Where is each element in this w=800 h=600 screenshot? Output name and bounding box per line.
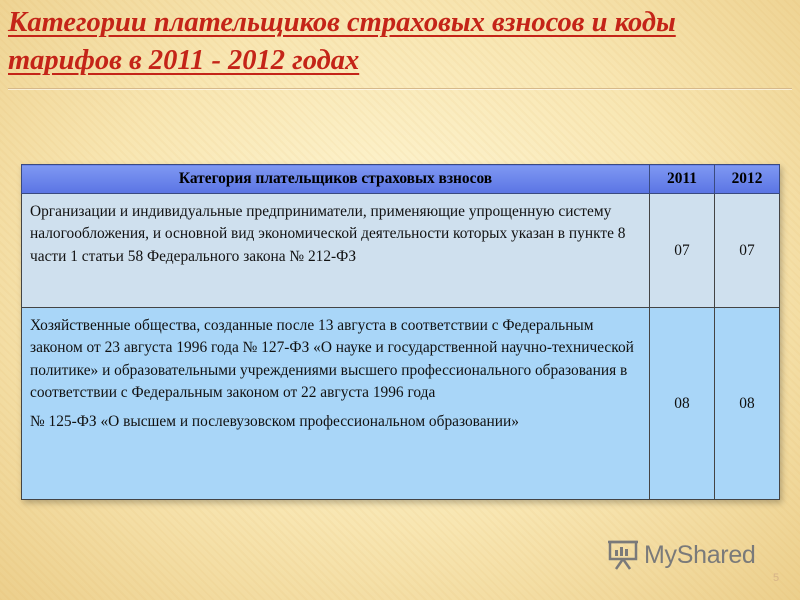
header-category: Категория плательщиков страховых взносов: [22, 165, 650, 194]
title-divider: [8, 88, 792, 89]
slide-title-line-1: Категории плательщиков страховых взносов и коды: [8, 7, 676, 38]
table-row: [22, 194, 780, 308]
logo-text: MyShared: [644, 540, 756, 569]
table-row: [22, 308, 780, 500]
header-2011: 2011: [650, 165, 715, 194]
page-number: 5: [773, 572, 780, 584]
header-2012: 2012: [715, 165, 780, 194]
slide-title: [8, 4, 798, 80]
code-2011-cell: 08: [650, 308, 715, 500]
category-text: Хозяйственные общества, созданные после 13 августа в соответствии с Федеральным законом от 23 августа 1996 года № 127-ФЗ «О науке и государственной научно-технической политике» и образовательными учреждениями высшего профессионального образования в соответствии с Федеральным законом от 22 августа 1996 года: [30, 317, 634, 402]
category-cell: Организации и индивидуальные предприниматели, применяющие упрощенную систему налогообложения, и основной вид экономической деятельности которых указан в пункте 8 части 1 статьи 58 Федерального закона № 212-ФЗ: [22, 194, 650, 308]
table-header-row: [22, 165, 780, 194]
category-cell: [22, 308, 650, 500]
myshared-logo: [606, 538, 756, 572]
payer-category-table: [21, 164, 780, 500]
code-2012-cell: 07: [715, 194, 780, 308]
presentation-board-icon: [606, 538, 640, 572]
code-2012-cell: 08: [715, 308, 780, 500]
slide-title-line-2: тарифов в 2011 - 2012 годах: [8, 45, 360, 76]
code-2011-cell: 07: [650, 194, 715, 308]
category-text-continued: № 125-ФЗ «О высшем и послевузовском профессиональном образовании»: [30, 412, 519, 430]
